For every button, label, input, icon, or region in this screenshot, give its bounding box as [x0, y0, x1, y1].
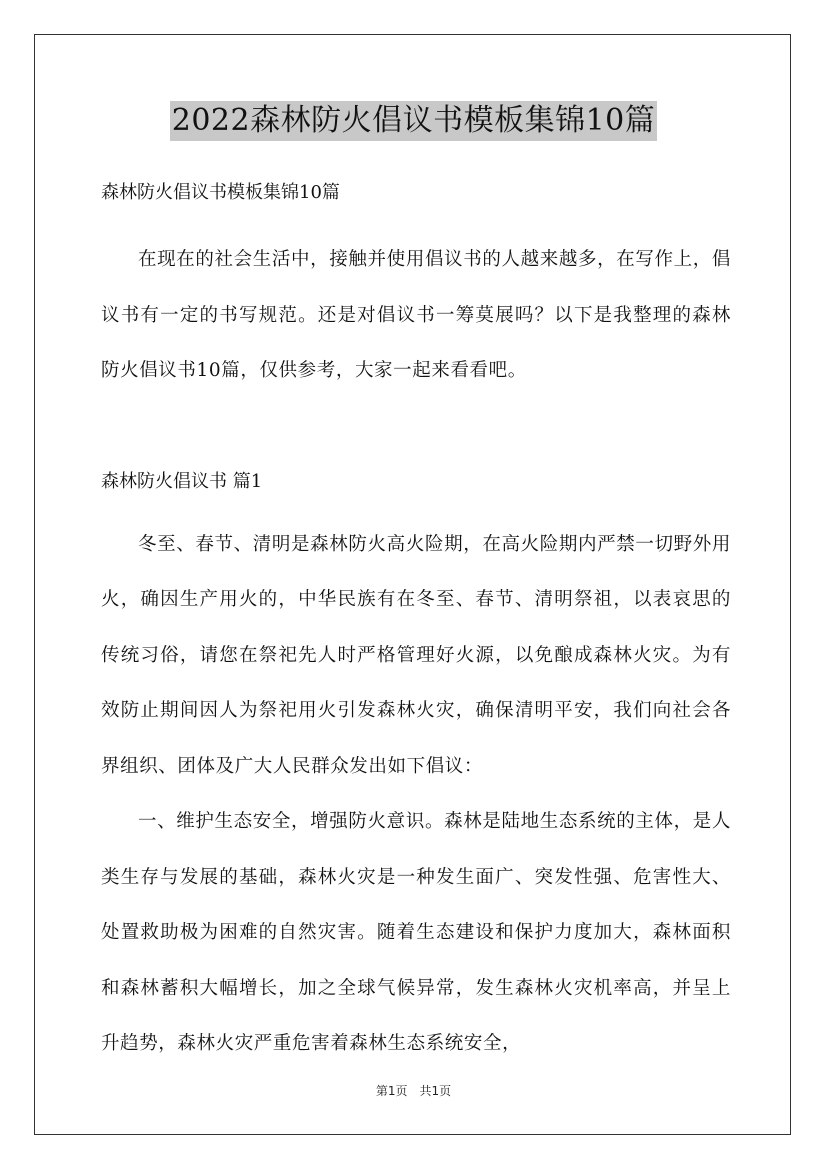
- page-footer: 第1页 共1页: [375, 1084, 452, 1098]
- document-body: [101, 172, 731, 1072]
- title-wrap: [0, 101, 827, 141]
- body-paragraph-1: 冬至、春节、清明是森林防火高火险期，在高火险期内严禁一切野外用火，确因生产用火的，中华民族有在冬至、春节、清明祭祖，以表哀思的传统习俗，请您在祭祀先人时严格管理好火源，以免酿成森林火灾。为有效防止期间因人为祭祀用火引发森林火灾，确保清明平安，我们向社会各界组织、团体及广大人民群众发出如下倡议：: [101, 533, 731, 777]
- body-paragraph-2: 一、维护生态安全，增强防火意识。森林是陆地生态系统的主体，是人类生存与发展的基础，森林火灾是一种发生面广、突发性强、危害性大、处置救助极为困难的自然灾害。随着生态建设和保护力度加大，森林面积和森林蓄积大幅增长，加之全球气候异常，发生森林火灾机率高，并呈上升趋势，森林火灾严重危害着森林生态系统安全，: [101, 811, 731, 1054]
- document-title: 2022森林防火倡议书模板集锦10篇: [170, 101, 658, 141]
- document-subtitle: 森林防火倡议书模板集锦10篇: [101, 182, 340, 203]
- section-heading: 森林防火倡议书 篇1: [101, 470, 263, 492]
- intro-paragraph: 在现在的社会生活中，接触并使用倡议书的人越来越多，在写作上，倡议书有一定的书写规范。还是对倡议书一筹莫展吗？以下是我整理的森林防火倡议书10篇，仅供参考，大家一起来看看吧。: [101, 249, 731, 381]
